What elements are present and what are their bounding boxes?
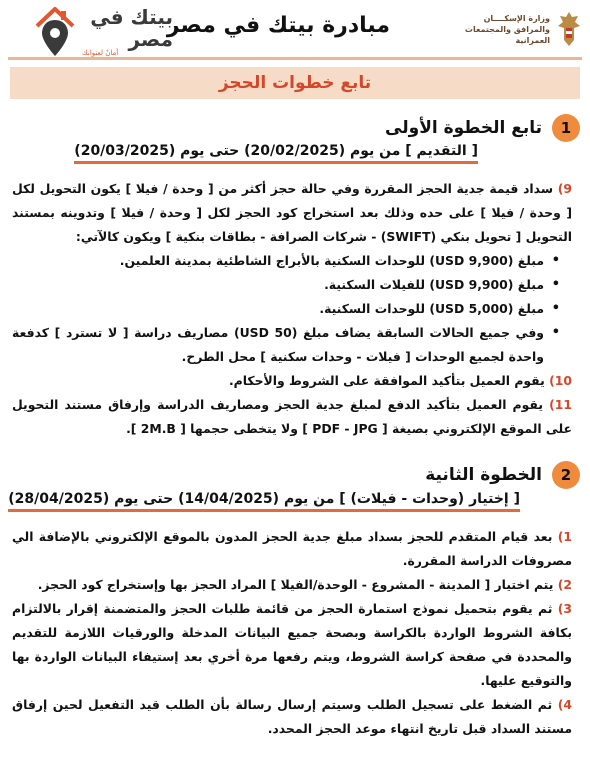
fee-bullet: • مبلغ (USD 9,900) للفيلات السكنية. xyxy=(12,273,572,297)
ministry-logo xyxy=(456,6,582,52)
fee-bullet: • مبلغ (USD 9,900) للوحدات السكنية بالأبراج الشاطئية بمدينة العلمين. xyxy=(12,249,572,273)
egypt-eagle-icon xyxy=(556,10,582,48)
fee-bullet: • مبلغ (USD 5,000) للوحدات السكنية. xyxy=(12,297,572,321)
item-text: ثم يقوم بتحميل نموذج استمارة الحجز من قائمة طلبات الحجز والمتضمنة إقرار بالالتزام بكافة الشروط الواردة بالكراسة وبصحة جميع البيانات المدخلة والورقيات اللازمة للتقديم والمحددة في صفحة كراسة الشروط، ويتم رفعها مرة أخري بعد إستيفاء البيانات الواردة بها والتوقيع عليها. xyxy=(12,601,572,688)
item-number: 3) xyxy=(557,601,572,616)
step-2-badge: 2 xyxy=(552,461,580,489)
step-1-heading xyxy=(385,114,580,142)
step-2-item xyxy=(12,597,572,693)
item-text: يقوم العميل بتأكيد الموافقة على الشروط والأحكام. xyxy=(228,373,545,388)
section-banner xyxy=(10,67,580,99)
header xyxy=(0,0,590,58)
step-1-item-10 xyxy=(12,369,572,393)
item-text: بعد قيام المتقدم للحجز بسداد مبلغ جدية الحجز المدون بالموقع الإلكتروني بالإضافة الي مصروفات الدراسة المقررة. xyxy=(12,529,572,568)
item-text: يتم اختيار [ المدينة - المشروع - الوحدة/الفيلا ] المراد الحجز بها وإستخراج كود الحجز. xyxy=(37,577,554,592)
step-2-body xyxy=(12,525,572,741)
item-number: 2) xyxy=(557,577,572,592)
item-number: 1) xyxy=(557,529,572,544)
page-title: مبادرة بيتك في مصر xyxy=(166,13,390,38)
item-text: يقوم العميل بتأكيد الدفع لمبلغ جدية الحجز ومصاريف الدراسة وإرفاق مستند التحويل على الموقع الإلكتروني بصيغة [ PDF - JPG ] ولا يتخطى حجمها [ 2M.B ]. xyxy=(12,397,572,436)
step-2-item xyxy=(12,693,572,741)
item-number: 11) xyxy=(549,397,572,412)
item-number: 10) xyxy=(549,373,572,388)
fee-list xyxy=(12,249,572,369)
ministry-line-3: العمرانية xyxy=(515,35,550,45)
banner-title: تابع خطوات الحجز xyxy=(218,73,372,93)
house-pin-icon xyxy=(34,4,76,62)
step-1-title: تابع الخطوة الأولى xyxy=(385,118,542,138)
ministry-line-2: والمرافق والمجتمعات xyxy=(464,24,550,34)
item-number: 9) xyxy=(557,181,572,196)
step-2-heading xyxy=(425,461,580,489)
step-1-body xyxy=(12,177,572,441)
header-divider xyxy=(8,57,582,60)
step-1-item-11 xyxy=(12,393,572,441)
item-number: 4) xyxy=(557,697,572,712)
step-1-period: [ التقديم ] من يوم (20/02/2025) حتى يوم (20/03/2025) xyxy=(74,143,478,164)
step-2-period: [ إختيار (وحدات - فيلات) ] من يوم (14/04/2025) حتى يوم (28/04/2025) xyxy=(8,491,520,512)
step-2-item xyxy=(12,573,572,597)
fee-bullet: • وفي جميع الحالات السابقة يضاف مبلغ (USD 50) مصاريف دراسة [ لا تسترد ] كدفعة واحدة لجميع الوحدات [ فيلات - وحدات سكنية ] محل الطرح. xyxy=(12,321,572,369)
item-text: سداد قيمة جدية الحجز المقررة وفي حالة حجز أكثر من [ وحدة / فيلا ] يكون التحويل لكل [ وحدة / فيلا ] على حده وذلك بعد استخراج كود الحجز لكل [ وحدة / فيلا ] وتدوينه بمستند التحويل [ تحويل بنكي (SWIFT) - شركات الصرافة - بطاقات بنكية ] ويكون كالآتي: xyxy=(12,181,572,244)
logo-tagline: أمانٌ لعنوانك xyxy=(82,49,119,57)
beitak-logo xyxy=(26,4,176,62)
step-2-item xyxy=(12,525,572,573)
ministry-line-1: وزارة الإسكــــان xyxy=(483,13,550,23)
logo-wordmark: بيتك في مصر xyxy=(90,5,173,51)
step-2-title: الخطوة الثانية xyxy=(425,465,542,485)
step-1-badge: 1 xyxy=(552,114,580,142)
step-1-item-9 xyxy=(12,177,572,249)
item-text: ثم الضغط على تسجيل الطلب وسيتم إرسال رسالة بأن الطلب قيد التفعيل لحين إرفاق مستند السداد قبل تاريخ انتهاء موعد الحجز المحدد. xyxy=(12,697,572,736)
